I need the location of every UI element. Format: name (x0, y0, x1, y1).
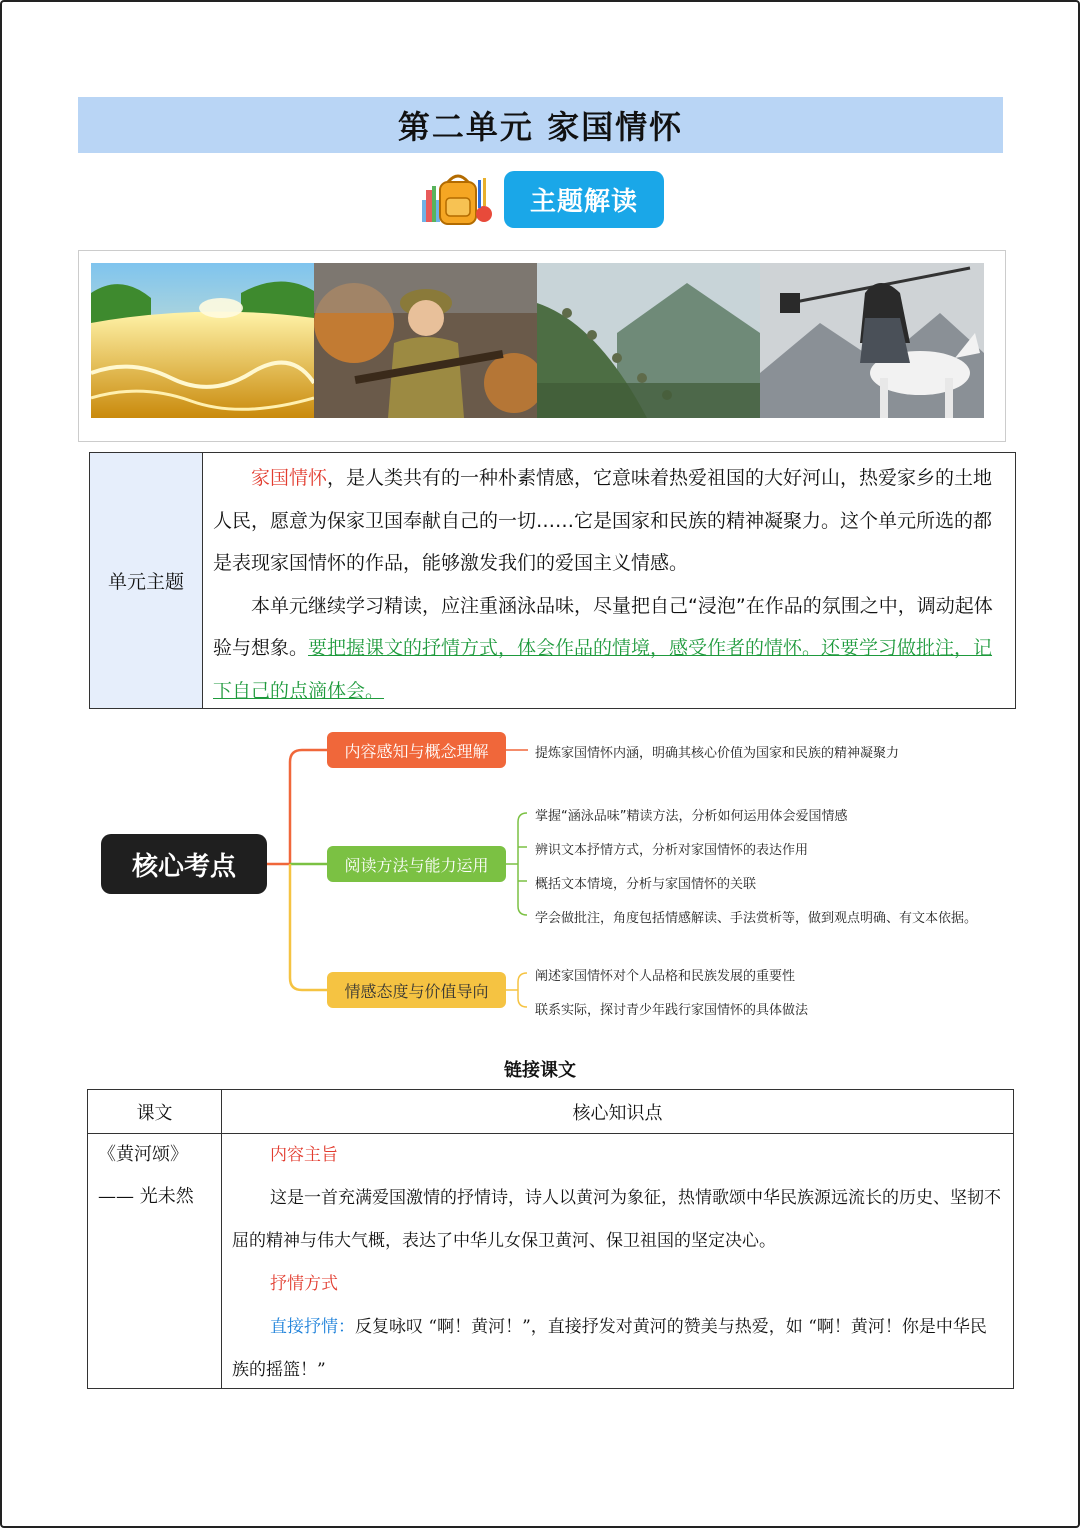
unit-paragraph-2-underlined: 要把握课文的抒情方式，体会作品的情境，感受作者的情怀。还要学习做批注，记下自己的点滴体会。 (213, 637, 993, 702)
leaf-item: 联系实际，探讨青少年践行家国情怀的具体做法 (535, 1003, 809, 1018)
keyword-highlight: 家国情怀 (251, 467, 328, 489)
leaf-item: 提炼家国情怀内涵，明确其核心价值为国家和民族的精神凝聚力 (535, 746, 900, 761)
direct-lyric-text: 反复咏叹 “啊！黄河！”，直接抒发对黄河的赞美与热爱，如 “啊！黄河！你是中华民族的摇篮！” (232, 1317, 987, 1380)
leaf-item: 辨识文本抒情方式，分析对家国情怀的表达作用 (535, 843, 809, 858)
direct-lyric-label: 直接抒情： (270, 1317, 355, 1337)
lesson-table (87, 1089, 1014, 1389)
unit-theme-content (203, 453, 1015, 708)
category-reading-methods: 阅读方法与能力运用 (327, 846, 506, 882)
unit-paragraph-1 (213, 457, 1007, 585)
warrior-horse-image (760, 263, 984, 418)
lesson-cell (88, 1134, 222, 1388)
unit-theme-table (89, 452, 1016, 709)
mountain-soldiers-image (537, 263, 760, 418)
title-banner (78, 97, 1003, 153)
category-content-perception: 内容感知与概念理解 (327, 732, 506, 768)
leaf-item: 掌握“涵泳品味”精读方法，分析如何运用体会爱国情感 (535, 809, 848, 824)
leaf-item: 概括文本情境，分析与家国情怀的关联 (535, 877, 757, 892)
linked-lessons-title: 链接课文 (504, 1060, 576, 1081)
section-text-lyric (232, 1306, 1003, 1392)
page-title: 第二单元 家国情怀 (397, 108, 684, 146)
lesson-row (88, 1134, 1013, 1388)
section-heading-lyric: 抒情方式 (270, 1274, 338, 1294)
header-lesson: 课文 (88, 1090, 222, 1133)
lesson-name: 《黄河颂》 (98, 1144, 188, 1165)
unit-paragraph-2 (213, 585, 1007, 713)
lesson-table-header (88, 1090, 1013, 1134)
header-key-points: 核心知识点 (572, 1102, 663, 1124)
theme-header (418, 170, 664, 228)
yellow-river-image (91, 263, 314, 418)
soldier-image (314, 263, 537, 418)
theme-badge: 主题解读 (504, 171, 664, 228)
core-topic-node: 核心考点 (101, 834, 267, 894)
unit-theme-label: 单元主题 (90, 453, 203, 708)
backpack-icon (418, 170, 498, 228)
leaf-item: 阐述家国情怀对个人品格和民族发展的重要性 (535, 969, 796, 984)
unit-paragraph-2-text: 本单元继续学习精读，应注重涵泳品味，尽量把自己“浸泡”在作品的氛围之中，调动起体验与想象。 (213, 594, 993, 659)
section-text-theme: 这是一首充满爱国激情的抒情诗，诗人以黄河为象征，热情歌颂中华民族源远流长的历史、坚韧不屈的精神与伟大气概，表达了中华儿女保卫黄河、保卫祖国的坚定决心。 (232, 1188, 1001, 1251)
section-heading-theme: 内容主旨 (270, 1145, 338, 1165)
category-values: 情感态度与价值导向 (327, 972, 506, 1008)
lesson-author: —— 光未然 (98, 1186, 194, 1207)
key-points-cell (222, 1134, 1013, 1388)
photo-frame (78, 250, 1006, 442)
unit-paragraph-1-text: ，是人类共有的一种朴素情感，它意味着热爱祖国的大好河山，热爱家乡的土地人民，愿意为保家卫国奉献自己的一切……它是国家和民族的精神凝聚力。这个单元所选的都是表现家国情怀的作品，能够激发我们的爱国主义情感。 (213, 467, 993, 574)
leaf-item: 学会做批注，角度包括情感解读、手法赏析等，做到观点明确、有文本依据。 (535, 911, 978, 926)
